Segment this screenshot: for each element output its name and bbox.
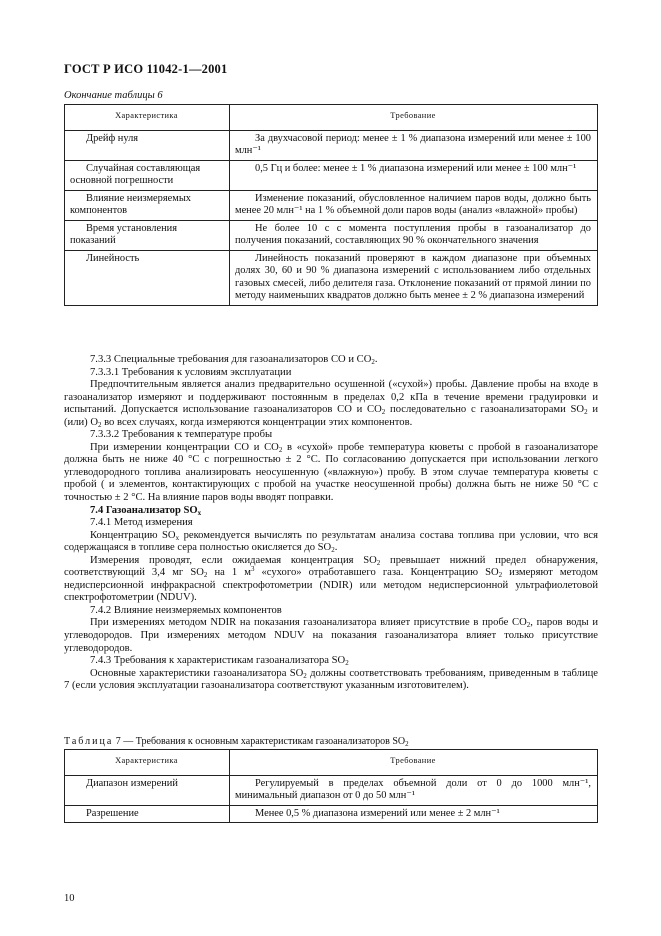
characteristic-cell: Влияние неизмеряемых компонентов xyxy=(65,190,230,220)
requirement-cell: Регулируемый в пределах объемной доли от 0 до 1000 млн⁻¹, минимальный диапазон от 0 до 50 млн⁻¹ xyxy=(230,775,598,805)
body-text xyxy=(64,354,598,693)
requirement-cell: За двухчасовой период: менее ± 1 % диапазона измерений или менее ± 100 млн⁻¹ xyxy=(230,130,598,160)
table-row xyxy=(65,220,598,250)
table-row xyxy=(65,775,598,805)
table-row xyxy=(65,805,598,823)
section-7-3-3-2-heading: 7.3.3.2 Требования к температуре пробы xyxy=(90,429,273,441)
column-header-requirement: Требование xyxy=(230,750,598,776)
section-7-3-3-1-heading: 7.3.3.1 Требования к условиям эксплуатации xyxy=(90,366,292,378)
paragraph: Предпочтительным является анализ предварительно осушенной («сухой») пробы. Давление пробы на входе в газоанализатор измеряют и поддерживают постоянным в пределах 0,2 кПа в течение времени градуировки и испытаний. Допускается использование газоанализаторов СО и $СО_2$ последовательно с газоанализаторами $SO_2$ и (или) $O_2$ во всех случаях, когда измеряются концентрации этих компонентов. xyxy=(64,379,599,429)
characteristic-cell: Время установления показаний xyxy=(65,220,230,250)
table6-continuation-caption: Окончание таблицы 6 xyxy=(64,90,163,101)
section-7-4-1-heading: 7.4.1 Метод измерения xyxy=(90,517,193,529)
paragraph: Измерения проводят, если ожидаемая концентрация $SO_2$ превышает нижний предел обнаружения, соответствующий 3,4 мг $SO_2$ на 1 $м^3$ «сухого» отработавшего газа. Концентрацию $SO_2$ измеряют методом недисперсионной инфракрасной спектрофотометрии (NDIR) или методом недисперсионной ультрафиолетовой спектрофотометрии (NDUV). xyxy=(64,554,599,604)
requirement-cell: Изменение показаний, обусловленное наличием паров воды, должно быть менее 20 млн⁻¹ на 1 % объемной доли паров воды (анализ «влажной» пробы) xyxy=(230,190,598,220)
page-number: 10 xyxy=(64,893,75,904)
paragraph: При измерениях методом NDIR на показания газоанализатора влияет присутствие в пробе $СО_2$, паров воды и углеводородов. При измерениях методом NDUV на показания газоанализатора влияет только присутствие углеводородов. xyxy=(64,617,598,654)
table-header-row xyxy=(65,750,598,776)
requirement-cell: Линейность показаний проверяют в каждом диапазоне при объемных долях 30, 60 и 90 % диапазона измерений с использованием либо отдельных газовых смесей, либо делителя газа. Отклонение показаний от прямой линии по методу наименьших квадратов должно быть менее ± 2 % диапазона измерений xyxy=(230,250,598,305)
table7-title: Таблица 7 — Требования к основным характеристикам газоанализаторов $SO_2$ xyxy=(64,736,409,748)
paragraph: Концентрацию $SO_x$ рекомендуется вычислять по результатам анализа состава топлива при условии, что вся содержащаяся в топливе сера полностью окисляется до $SO_2$. xyxy=(64,529,599,555)
column-header-characteristic: Характеристика xyxy=(65,750,230,776)
table-row xyxy=(65,160,598,190)
table-header-row xyxy=(65,105,598,131)
column-header-characteristic: Характеристика xyxy=(65,105,230,131)
characteristic-cell: Разрешение xyxy=(65,805,230,823)
paragraph: Основные характеристики газоанализатора $SO_2$ должны соответствовать требованиям, приведенным в таблице 7 (если условия эксплуатации газоанализатора соответствуют указанным изготовителем). xyxy=(64,667,598,692)
document-code-header: ГОСТ Р ИСО 11042-1—2001 xyxy=(64,62,228,76)
characteristic-cell: Дрейф нуля xyxy=(65,130,230,160)
table-row xyxy=(65,130,598,160)
section-7-4-heading: 7.4 Газоанализатор $SO_x$ xyxy=(90,504,202,517)
table-6 xyxy=(64,104,598,306)
requirement-cell: 0,5 Гц и более: менее ± 1 % диапазона измерений или менее ± 100 млн⁻¹ xyxy=(230,160,598,190)
characteristic-cell: Диапазон измерений xyxy=(65,775,230,805)
section-7-4-2-heading: 7.4.2 Влияние неизмеряемых компонентов xyxy=(90,604,282,616)
characteristic-cell: Линейность xyxy=(65,250,230,305)
section-7-4-3-heading: 7.4.3 Требования к характеристикам газоанализатора $SO_2$ xyxy=(90,655,349,668)
column-header-requirement: Требование xyxy=(230,105,598,131)
paragraph: При измерении концентрации СО и $СО_2$ в «сухой» пробе температура кюветы с пробой в газоанализаторе должна быть не ниже 40 °C с погрешностью ± 2 °C. По согласованию допускается при использовании легкого углеводородного топлива анализировать неосушенную («влажную») пробу. В этом случае температура кюветы с пробой ( и элементов, контактирующих с пробой на участке неосушенной пробы) должна быть не ниже 50 °C с точностью ± 2 °C. На влияние паров воды вводят поправки. xyxy=(64,441,598,504)
table-7 xyxy=(64,749,598,823)
table-row xyxy=(65,250,598,305)
requirement-cell: Менее 0,5 % диапазона измерений или менее ± 2 млн⁻¹ xyxy=(230,805,598,823)
section-7-3-3-heading: 7.3.3 Специальные требования для газоанализаторов СО и $СО_2$. xyxy=(90,354,378,366)
table-row xyxy=(65,190,598,220)
requirement-cell: Не более 10 с с момента поступления пробы в газоанализатор до получения показаний, составляющих 90 % окончательного значения xyxy=(230,220,598,250)
characteristic-cell: Случайная составляющая основной погрешности xyxy=(65,160,230,190)
